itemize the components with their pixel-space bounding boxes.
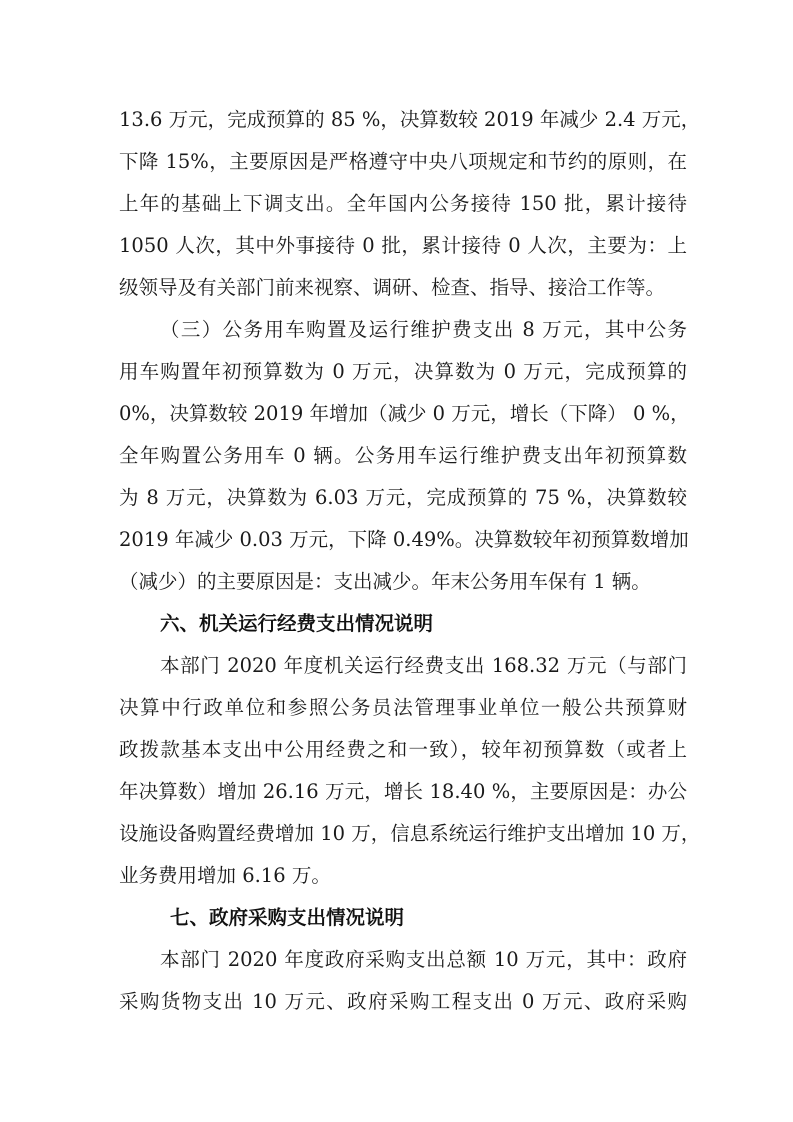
paragraph-line: 下降 15%，主要原因是严格遵守中央八项规定和节约的原则，在 bbox=[119, 150, 687, 173]
paragraph-line: 本部门 2020 年度政府采购支出总额 10 万元，其中：政府 bbox=[160, 948, 687, 971]
paragraph-line: 决算中行政单位和参照公务员法管理事业单位一般公共预算财 bbox=[119, 696, 687, 719]
paragraph-line: 0%，决算数较 2019 年增加（减少 0 万元，增长（下降） 0 %， bbox=[119, 402, 690, 425]
paragraph-line: 本部门 2020 年度机关运行经费支出 168.32 万元（与部门 bbox=[160, 654, 687, 677]
paragraph-line: 用车购置年初预算数为 0 万元，决算数为 0 万元，完成预算的 bbox=[119, 360, 687, 383]
paragraph-line: 2019 年减少 0.03 万元，下降 0.49%。决算数较年初预算数增加 bbox=[119, 528, 689, 551]
paragraph-line: （减少）的主要原因是：支出减少。年末公务用车保有 1 辆。 bbox=[119, 570, 651, 593]
paragraph-line: 13.6 万元，完成预算的 85 %，决算数较 2019 年减少 2.4 万元， bbox=[119, 108, 701, 131]
paragraph-line: 级领导及有关部门前来视察、调研、检查、指导、接洽工作等。 bbox=[119, 276, 666, 299]
paragraph-line: 采购货物支出 10 万元、政府采购工程支出 0 万元、政府采购 bbox=[119, 990, 687, 1013]
paragraph-line: 1050 人次，其中外事接待 0 批，累计接待 0 人次，主要为：上 bbox=[119, 234, 687, 257]
paragraph-line: 上年的基础上下调支出。全年国内公务接待 150 批，累计接待 bbox=[119, 192, 687, 215]
paragraph-line: （三）公务用车购置及运行维护费支出 8 万元，其中公务 bbox=[160, 318, 687, 341]
paragraph-line: 为 8 万元，决算数为 6.03 万元，完成预算的 75 %，决算数较 bbox=[119, 486, 687, 509]
paragraph-line: 业务费用增加 6.16 万。 bbox=[119, 864, 331, 887]
section-heading-7: 七、政府采购支出情况说明 bbox=[170, 906, 405, 929]
paragraph-line: 全年购置公务用车 0 辆。公务用车运行维护费支出年初预算数 bbox=[119, 444, 687, 467]
paragraph-line: 政拨款基本支出中公用经费之和一致），较年初预算数（或者上 bbox=[119, 738, 687, 761]
paragraph-line: 年决算数）增加 26.16 万元，增长 18.40 %，主要原因是：办公 bbox=[119, 780, 687, 803]
paragraph-line: 设施设备购置经费增加 10 万，信息系统运行维护支出增加 10 万， bbox=[119, 822, 701, 845]
section-heading-6: 六、机关运行经费支出情况说明 bbox=[160, 612, 434, 635]
